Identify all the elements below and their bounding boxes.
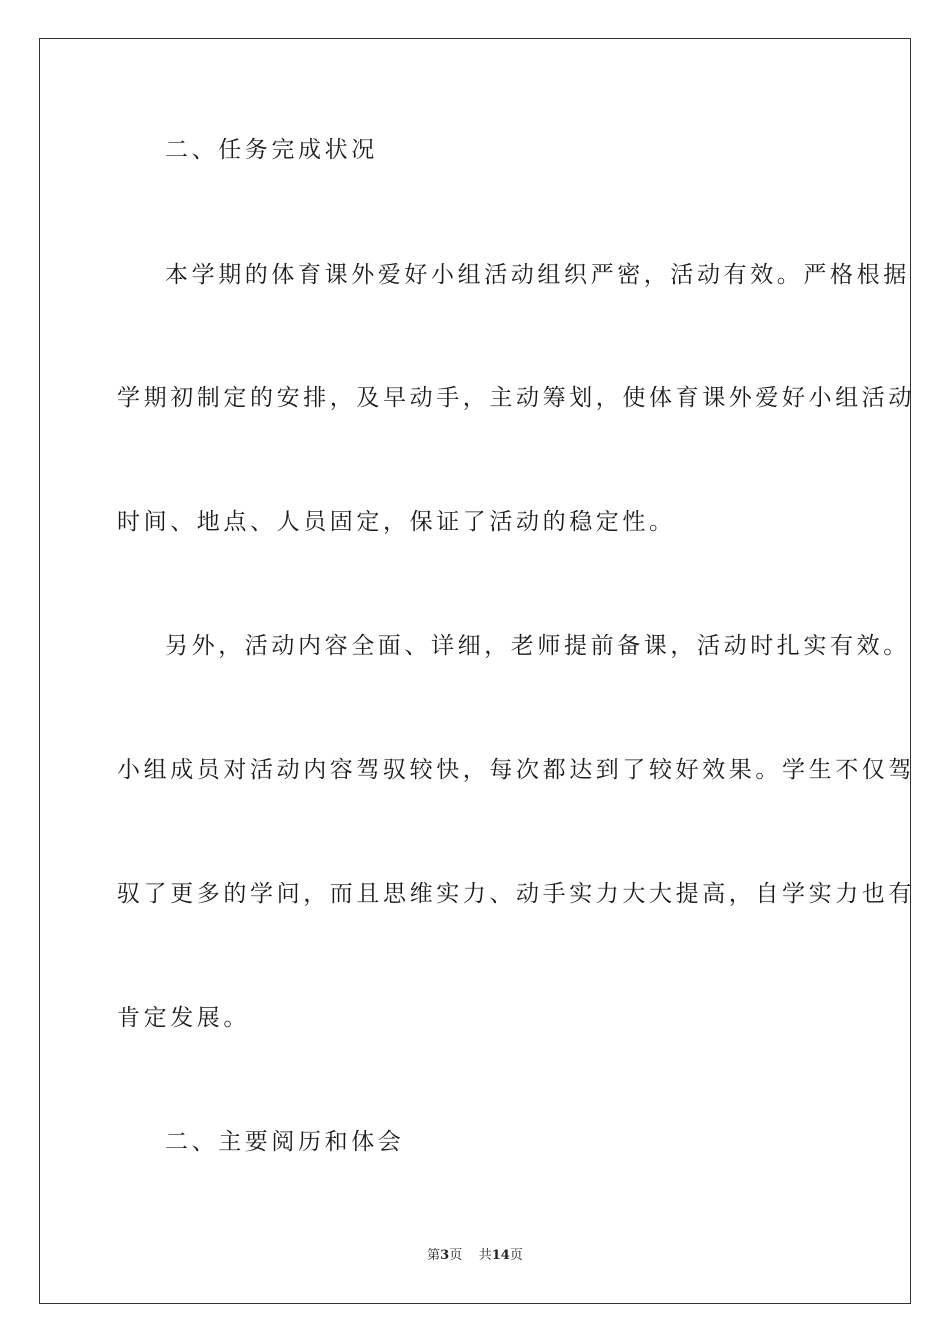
footer-page-prefix: 第 [427, 1248, 441, 1263]
footer-total-suffix: 页 [509, 1248, 523, 1263]
paragraph-line: 小组成员对活动内容驾驭较快，每次都达到了较好效果。学生不仅驾 [117, 757, 915, 783]
paragraph-line: 本学期的体育课外爱好小组活动组织严密，活动有效。严格根据 [165, 262, 910, 288]
footer-page-number: 3 [440, 1248, 450, 1263]
page-footer [0, 1248, 950, 1264]
section-heading: 二、任务完成状况 [165, 137, 378, 163]
footer-page-suffix: 页 [449, 1248, 463, 1263]
paragraph-line: 时间、地点、人员固定，保证了活动的稳定性。 [117, 509, 676, 535]
footer-total-prefix: 共 [478, 1248, 492, 1263]
section-heading: 二、主要阅历和体会 [165, 1129, 405, 1155]
paragraph-line: 另外，活动内容全面、详细，老师提前备课，活动时扎实有效。 [165, 633, 910, 659]
footer-total-pages: 14 [491, 1248, 510, 1263]
paragraph-line: 肯定发展。 [117, 1005, 250, 1031]
page-border [39, 38, 915, 1304]
paragraph-line: 驭了更多的学问，而且思维实力、动手实力大大提高，自学实力也有 [117, 881, 915, 907]
paragraph-line: 学期初制定的安排，及早动手，主动筹划，使体育课外爱好小组活动 [117, 385, 915, 411]
